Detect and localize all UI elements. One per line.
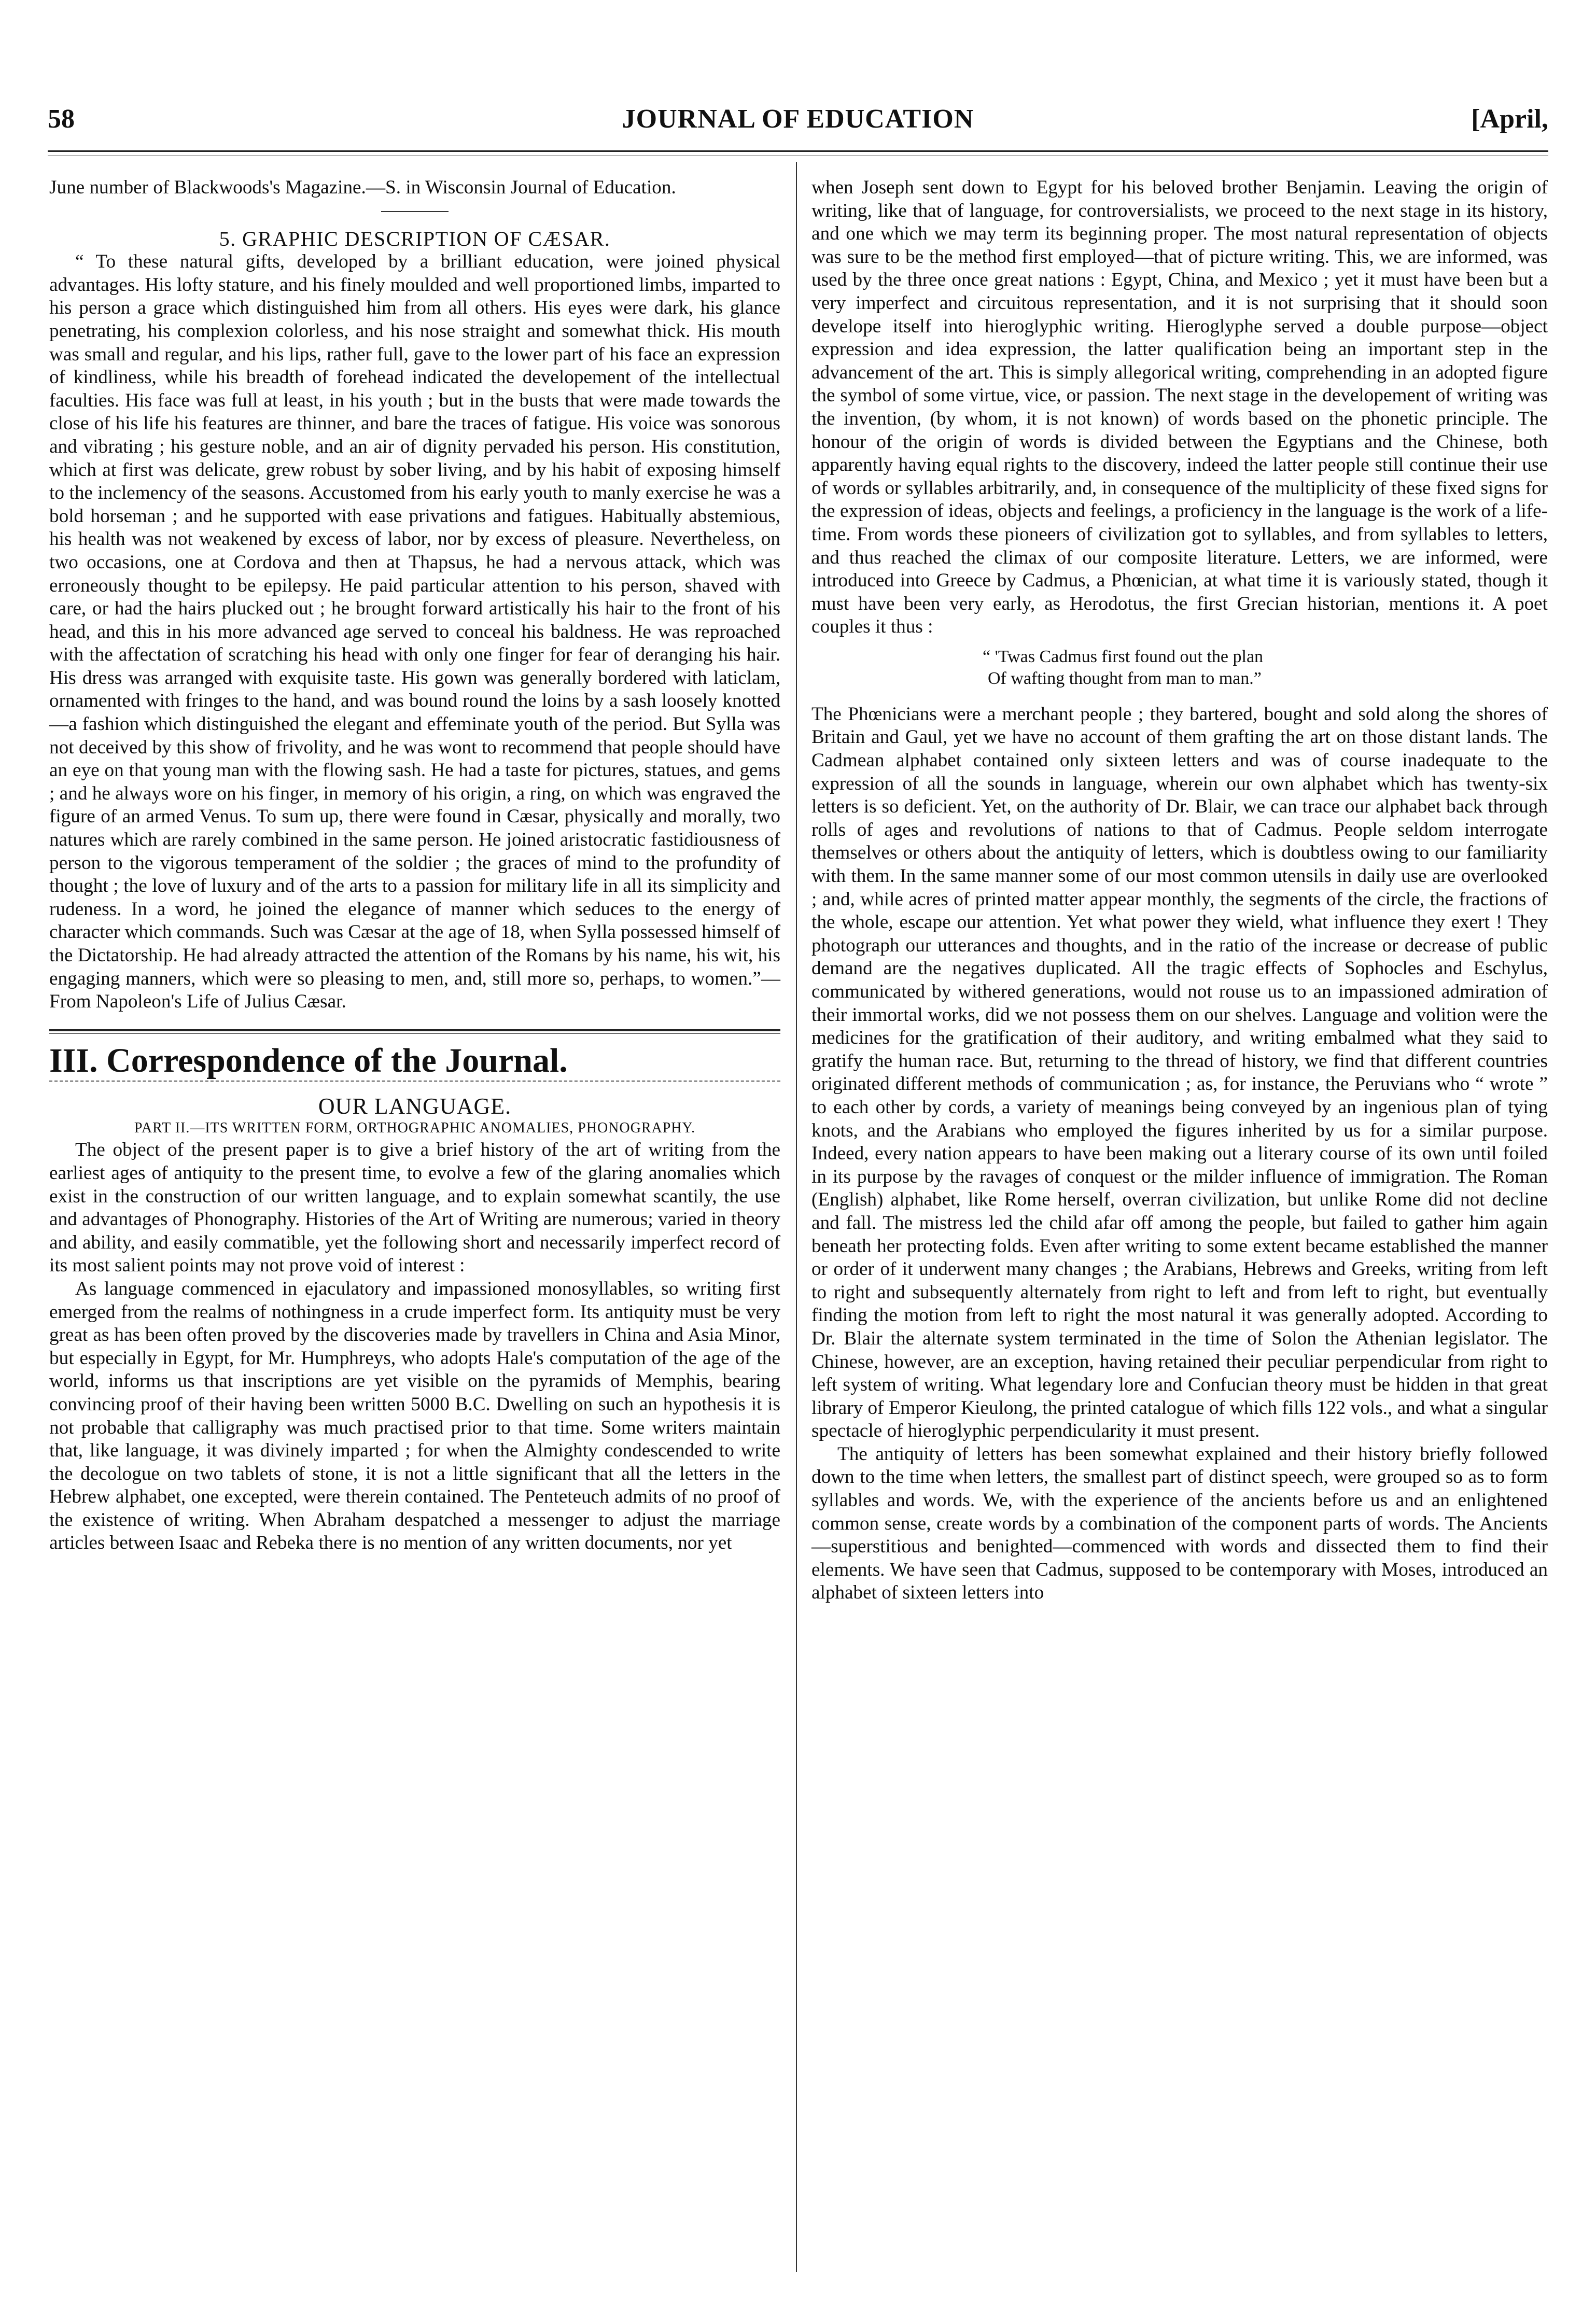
page-header [48, 104, 1548, 144]
caesar-section-title: 5. GRAPHIC DESCRIPTION OF CÆSAR. [219, 227, 611, 250]
verse-quote [983, 646, 1548, 690]
section-divider [381, 211, 449, 212]
left-column [49, 176, 780, 1555]
caesar-paragraph: “ To these natural gifts, developed by a brilliant education, were joined physical advantages. His lofty stature, and his finely moulded and well proportioned limbs, imparted to his person a grace which distinguished him from all others. His eyes were dark, his glance penetrating, his complexion colorless, and his nose straight and somewhat thick. His mouth was small and regular, and his lips, rather full, gave to the lower part of his face an expression of kindliness, while his breadth of forehead indicated the developement of the intellectual faculties. His face was full at least, in his youth ; but in the busts that were made towards the close of his life his features are thinner, and bare the traces of fatigue. His voice was sonorous and vibrating ; his gesture noble, and an air of dignity pervaded his person. His constitution, which at first was delicate, grew robust by sober living, and by his habit of exposing himself to the inclemency of the seasons. Accustomed from his early youth to manly exercise he was a bold horseman ; and he supported with ease privations and fatigues. Habitually abstemious, his health was not weakened by excess of labor, nor by excess of pleasure. Nevertheless, on two occasions, one at Cordova and then at Thapsus, he had a nervous attack, which was erroneously thought to be epilepsy. He paid particular attention to his person, shaved with care, or had the hairs plucked out ; he brought forward artistically his hair to the front of his head, and this in his more advanced age served to conceal his baldness. He was reproached with the affectation of scratching his head with only one finger for fear of deranging his hair. His dress was arranged with exquisite taste. His gown was generally bordered with laticlam, ornamented with fringes to the hand, and was bound round the loins by a sash loosely knotted—a fashion which distinguished the elegant and effeminate youth of the period. But Sylla was not deceived by this show of frivolity, and he was wont to recommend that people should have an eye on that young man with the flowing sash. He had a taste for pictures, statues, and gems ; and he always wore on his finger, in memory of his origin, a ring, on which was engraved the figure of an armed Venus. To sum up, there were found in Cæsar, physically and morally, two natures which are rarely combined in the same person. He joined aristocratic fastidiousness of person to the vigorous temperament of the soldier ; the graces of mind to the profundity of thought ; the love of luxury and of the arts to a passion for military life in all its simplicity and rudeness. In a word, he joined the elegance of manner which seduces to the energy of character which commands. Such was Cæsar at the age of 18, when Sylla possessed himself of the Dictatorship. He had already attracted the attention of the Romans by his name, his wit, his engaging manners, which were so pleasing to men, and, still more so, perhaps, to women.”—From Napoleon's Life of Julius Cæsar. [49, 251, 780, 1013]
body-paragraph: As language commenced in ejaculatory and impassioned monosyllables, so writing first emerged from the realms of nothingness in a crude imperfect form. Its antiquity must be very great as has been often proved by the discoveries made by travellers in China and Asia Minor, but especially in Egypt, for Mr. Humphreys, who adopts Hale's computation of the age of the world, informs us that inscriptions are yet visible on the pyramids of Memphis, bearing convincing proof of their having been written 5000 B.C. Dwelling on such an hypothesis it is not probable that calligraphy was much practised prior to that time. Some writers maintain that, like language, it was divinely imparted ; for when the Almighty condescended to write the decologue on two tablets of stone, it is not a little significant that all the letters in the Hebrew alphabet, one excepted, were therein contained. The Penteteuch admits of no proof of the existence of writing. When Abraham despatched a messenger to adjust the marriage articles between Isaac and Rebeka there is no mention of any written documents, nor yet [49, 1278, 780, 1554]
right-column [811, 176, 1548, 1605]
article-subtitle: PART II.—ITS WRITTEN FORM, ORTHOGRAPHIC ANOMALIES, PHONOGRAPHY. [134, 1120, 696, 1137]
part-rule-thick [49, 1029, 780, 1031]
intro-citation: June number of Blackwoods's Magazine.—S. in Wisconsin Journal of Education. [49, 177, 676, 198]
article-title: OUR LANGUAGE. [318, 1093, 512, 1119]
part-rule-wavy [49, 1081, 780, 1082]
verse-line: “ 'Twas Cadmus first found out the plan [983, 647, 1264, 666]
body-paragraph: The object of the present paper is to give a brief history of the art of writing from the earliest ages of antiquity to the present time, to evolve a few of the glaring anomalies which exist in the construction of our written language, and to explain somewhat scantily, the use and advantages of Phonography. Histories of the Art of Writing are numerous; varied in theory and ability, and easily commatible, yet the following short and necessarily imperfect record of its most salient points may not prove void of interest : [49, 1139, 780, 1277]
verse-line: Of wafting thought from man to man.” [988, 668, 1262, 688]
body-paragraph: when Joseph sent down to Egypt for his beloved brother Benjamin. Leaving the origin of writing, like that of language, for controversialists, we proceed to the next stage in its history, and one which we may term its beginning proper. The most natural representation of objects was sure to be the method first employed—that of picture writing. This, we are informed, was used by the three once great nations : Egypt, China, and Mexico ; yet it must have been but a very imperfect and circuitous representation, and it is not surprising that it should soon develope itself into hieroglyphic writing. Hieroglyphe served a double purpose—object expression and idea expression, the latter qualification being an important step in the advancement of the art. This is simply allegorical writing, comprehending in an adopted figure the symbol of some virtue, vice, or passion. The next stage in the developement of writing was the invention, (by whom, it is not known) of words based on the phonetic principle. The honour of the origin of words is divided between the Egyptians and the Chinese, both apparently having equal rights to the discovery, indeed the latter people still continue their use of words or syllables arbitrarily, and, in consequence of the multiplicity of these fixed signs for the expression of ideas, objects and feelings, a proficiency in the language is the work of a life-time. From words these pioneers of civilization got to syllables, and from syllables to letters, and thus reached the climax of our composite literature. Letters, we are informed, were introduced into Greece by Cadmus, a Phœnician, at what time it is variously stated, though it must have been very early, as Herodotus, the first Grecian historian, mentions it. A poet couples it thus : [811, 177, 1548, 638]
page-number: 58 [48, 104, 75, 134]
part-rule-thin [49, 1033, 780, 1034]
part-heading: III. Correspondence of the Journal. [49, 1041, 568, 1080]
issue-month: [April, [1471, 104, 1548, 134]
body-paragraph: The Phœnicians were a merchant people ; they bartered, bought and sold along the shores of Britain and Gaul, yet we have no account of them grafting the art on those distant lands. The Cadmean alphabet contained only sixteen letters and was of course inadequate to the expression of all the sounds in language, wherein our own alphabet which has twenty-six letters is so deficient. Yet, on the authority of Dr. Blair, we can trace our alphabet back through rolls of ages and revolutions of nations to that of Cadmus. People seldom interrogate themselves or others about the antiquity of letters, which is doubtless owing to our familiarity with them. In the same manner some of our most common utensils in daily use are overlooked ; and, while acres of printed matter appear monthly, the segments of the circle, the fractions of the whole, escape our attention. Yet what power they wield, what influence they exert ! They photograph our utterances and thoughts, and in the ratio of the increase or decrease of public demand are the negatives duplicated. All the tragic effects of Sophocles and Eschylus, communicated by withered generations, would not rouse us to an impassioned admiration of their immortal works, did we not possess them on our shelves. Language and volition were the medicines for the gratification of their auditory, and writing embalmed what they said to gratify the human race. But, returning to the thread of history, we find that different countries originated different methods of communication ; as, for instance, the Peruvians who “ wrote ” to each other by cords, a variety of meanings being conveyed by an ingenious plan of tying knots, and the Arabians who employed the figures inherited by us for a similar purpose. Indeed, every nation appears to have been making out a literary course of its own until foiled in its purpose by the ravages of conquest or the milder influence of immigration. The Roman (English) alphabet, like Rome herself, overran civilization, but unlike Rome did not decline and fall. The mistress led the child afar off among the people, but failed to gather him again beneath her protecting folds. Even after writing to some extent became established the manner or order of it underwent many changes ; the Arabians, Hebrews and Greeks, writing from left to right and subsequently alternately from right to left and from left to right, but eventually finding the motion from left to right the most natural it was generally adopted. According to Dr. Blair the alternate system terminated in the time of Solon the Athenian legislator. The Chinese, however, are an exception, having retained their peculiar perpendicular from right to left system of writing. What legendary lore and Confucian theory must be hidden in that great library of Emperor Kieulong, the printed catalogue of which fills 122 vols., and what a singular spectacle of hieroglyphic perpendicularity it must present. [811, 703, 1548, 1442]
header-rule [48, 150, 1548, 152]
column-divider [796, 162, 797, 2272]
journal-title: JOURNAL OF EDUCATION [622, 104, 974, 134]
body-paragraph: The antiquity of letters has been somewhat explained and their history briefly followed down to the time when letters, the smallest part of distinct speech, were grouped so as to form syllables and words. We, with the experience of the ancients before us and an enlightened common sense, create words by a combination of the component parts of words. The Ancients—superstitious and benighted—commenced with words and dissected them to find their elements. We have seen that Cadmus, supposed to be contemporary with Moses, introduced an alphabet of sixteen letters into [811, 1443, 1548, 1604]
